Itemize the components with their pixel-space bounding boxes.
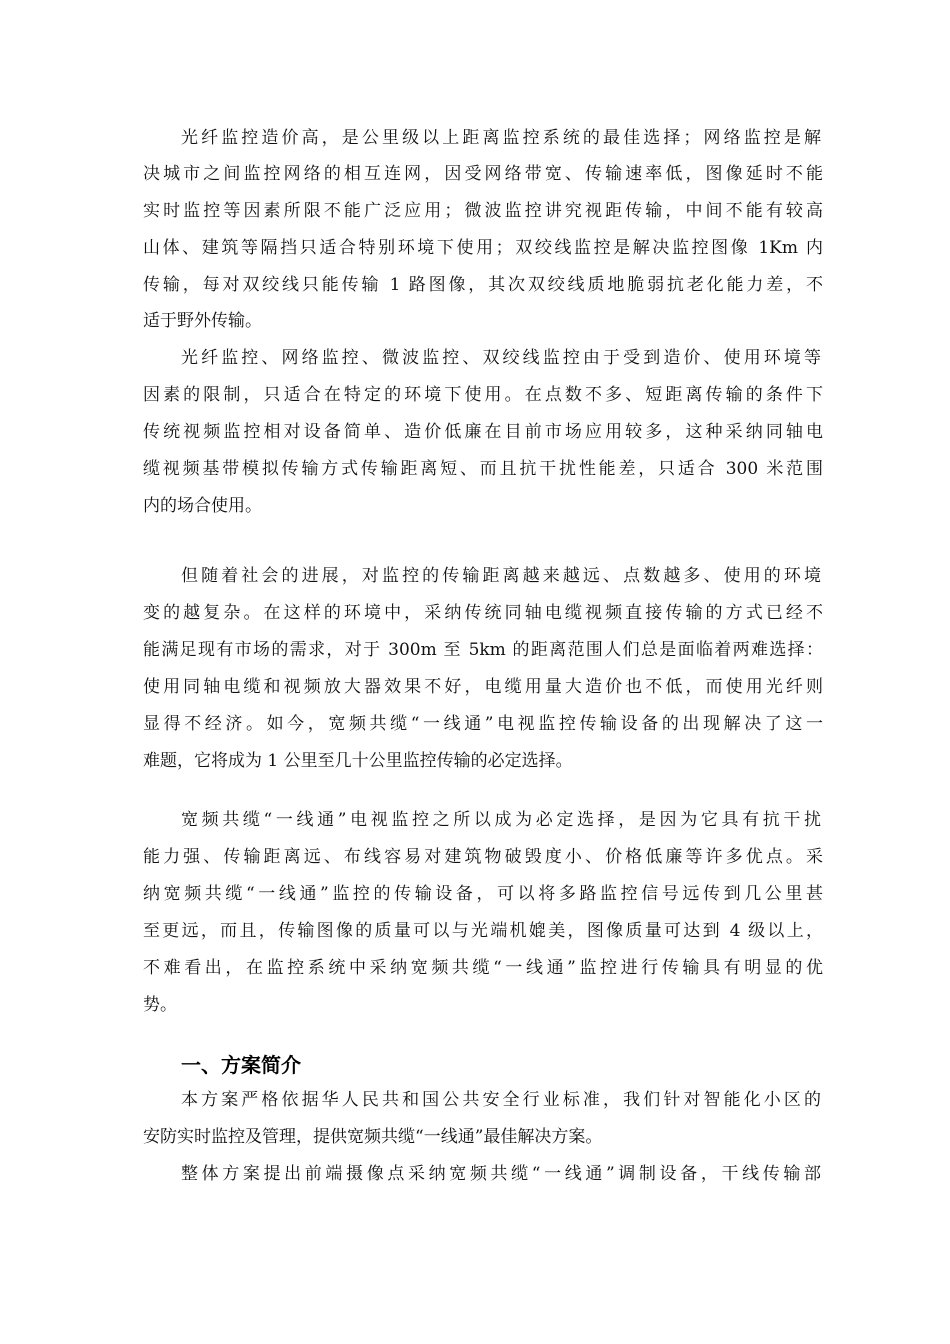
paragraph-4-line-6: 势。 (143, 995, 177, 1015)
section-paragraph-1-line-1: 本方案严格依据华人民共和国公共安全行业标准，我们针对智能化小区的 (181, 1090, 821, 1110)
paragraph-3-line-5: 显得不经济。如今，宽频共缆“一线通”电视监控传输设备的出现解决了这一 (143, 714, 823, 734)
section-paragraph-1-line-2: 安防实时监控及管理，提供宽频共缆“一线通”最佳解决方案。 (143, 1127, 603, 1147)
paragraph-1-line-6: 适于野外传输。 (143, 311, 262, 331)
paragraph-4-line-5: 不难看出，在监控系统中采纳宽频共缆“一线通”监控进行传输具有明显的优 (143, 958, 823, 978)
paragraph-3-line-1: 但随着社会的进展，对监控的传输距离越来越远、点数越多、使用的环境 (181, 566, 821, 586)
paragraph-1-line-3: 实时监控等因素所限不能广泛应用；微波监控讲究视距传输，中间不能有较高 (143, 201, 823, 221)
paragraph-4-line-3: 纳宽频共缆“一线通”监控的传输设备，可以将多路监控信号远传到几公里甚 (143, 884, 823, 904)
paragraph-2-line-5: 内的场合使用。 (143, 496, 262, 516)
paragraph-2-line-2: 因素的限制，只适合在特定的环境下使用。在点数不多、短距离传输的条件下 (143, 385, 823, 405)
paragraph-1-line-2: 决城市之间监控网络的相互连网，因受网络带宽、传输速率低，图像延时不能 (143, 164, 823, 184)
paragraph-4-line-1: 宽频共缆“一线通”电视监控之所以成为必定选择，是因为它具有抗干扰 (181, 810, 821, 830)
paragraph-3-line-3: 能满足现有市场的需求，对于 300m 至 5km 的距离范围人们总是面临着两难选择： (143, 640, 823, 660)
paragraph-3-line-4: 使用同轴电缆和视频放大器效果不好，电缆用量大造价也不低，而使用光纤则 (143, 677, 823, 697)
paragraph-1-line-5: 传输，每对双绞线只能传输 1 路图像，其次双绞线质地脆弱抗老化能力差，不 (143, 275, 823, 295)
section-paragraph-2-line-1: 整体方案提出前端摄像点采纳宽频共缆“一线通”调制设备，干线传输部 (181, 1164, 821, 1184)
paragraph-1-line-1: 光纤监控造价高，是公里级以上距离监控系统的最佳选择；网络监控是解 (181, 128, 821, 148)
paragraph-3-line-6: 难题，它将成为 1 公里至几十公里监控传输的必定选择。 (143, 751, 573, 771)
section-heading: 一、方案简介 (181, 1053, 301, 1077)
paragraph-1-line-4: 山体、建筑等隔挡只适合特别环境下使用；双绞线监控是解决监控图像 1Km 内 (143, 238, 823, 258)
paragraph-3-line-2: 变的越复杂。在这样的环境中，采纳传统同轴电缆视频直接传输的方式已经不 (143, 603, 823, 623)
paragraph-2-line-3: 传统视频监控相对设备简单、造价低廉在目前市场应用较多，这种采纳同轴电 (143, 422, 823, 442)
paragraph-2-line-4: 缆视频基带模拟传输方式传输距离短、而且抗干扰性能差，只适合 300 米范围 (143, 459, 823, 479)
paragraph-4-line-4: 至更远，而且，传输图像的质量可以与光端机媲美，图像质量可达到 4 级以上， (143, 921, 823, 941)
paragraph-4-line-2: 能力强、传输距离远、布线容易对建筑物破毁度小、价格低廉等许多优点。采 (143, 847, 823, 867)
paragraph-2-line-1: 光纤监控、网络监控、微波监控、双绞线监控由于受到造价、使用环境等 (181, 348, 821, 368)
